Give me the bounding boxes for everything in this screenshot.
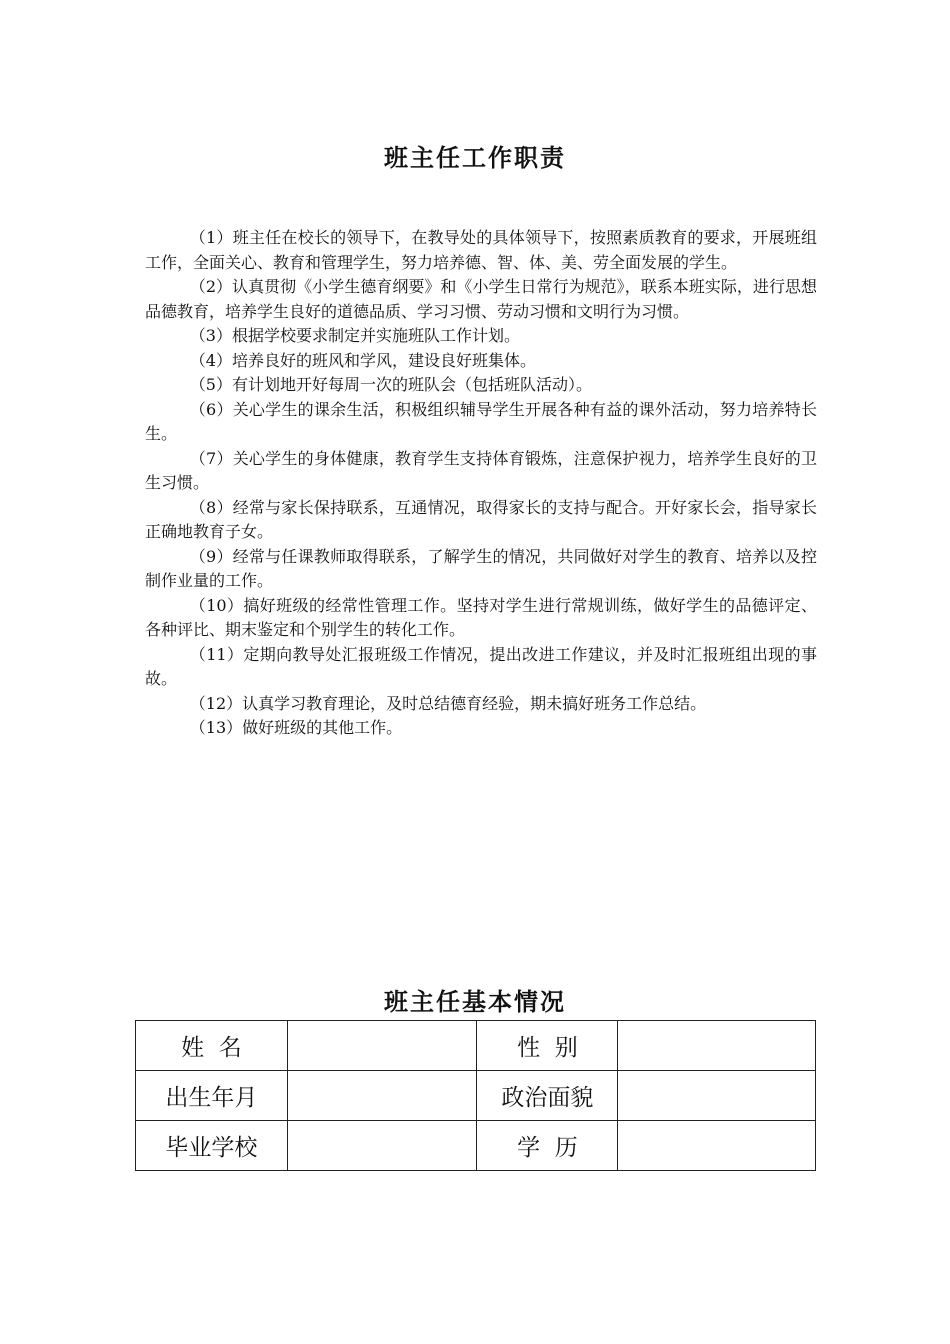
duties-list — [145, 226, 817, 741]
duties-title: 班主任工作职责 — [384, 143, 566, 172]
info-title: 班主任基本情况 — [384, 987, 566, 1016]
table-row — [136, 1071, 816, 1121]
gender-label: 性 别 — [477, 1021, 618, 1071]
birth-label: 出生年月 — [136, 1071, 288, 1121]
duty-item: （7）关心学生的身体健康，教育学生支持体育锻炼，注意保护视力，培养学生良好的卫生习惯。 — [145, 448, 817, 492]
school-field[interactable] — [287, 1121, 477, 1171]
political-status-field[interactable] — [618, 1071, 816, 1121]
education-label: 学 历 — [477, 1121, 618, 1171]
duty-item: （2）认真贯彻《小学生德育纲要》和《小学生日常行为规范》，联系本班实际，进行思想品德教育，培养学生良好的道德品质、学习习惯、劳动习惯和文明行为习惯。 — [145, 277, 817, 321]
school-label: 毕业学校 — [136, 1121, 288, 1171]
political-status-label: 政治面貌 — [477, 1071, 618, 1121]
duty-item: （1）班主任在校长的领导下，在教导处的具体领导下，按照素质教育的要求，开展班组工作，全面关心、教育和管理学生，努力培养德、智、体、美、劳全面发展的学生。 — [145, 228, 817, 272]
duty-item: （3）根据学校要求制定并实施班队工作计划。 — [189, 326, 520, 345]
duty-item: （10）搞好班级的经常性管理工作。坚持对学生进行常规训练，做好学生的品德评定、各种评比、期末鉴定和个别学生的转化工作。 — [145, 595, 817, 639]
education-field[interactable] — [618, 1121, 816, 1171]
gender-field[interactable] — [618, 1021, 816, 1071]
name-label: 姓 名 — [136, 1021, 288, 1071]
duty-item: （6）关心学生的课余生活，积极组织辅导学生开展各种有益的课外活动，努力培养特长生。 — [145, 399, 817, 443]
duty-item: （9）经常与任课教师取得联系，了解学生的情况，共同做好对学生的教育、培养以及控制作业量的工作。 — [145, 546, 817, 590]
duty-item: （4）培养良好的班风和学风，建设良好班集体。 — [189, 350, 536, 370]
duty-item: （5）有计划地开好每周一次的班队会（包括班队活动）。 — [189, 375, 592, 394]
table-row — [136, 1021, 816, 1071]
info-table — [135, 1020, 816, 1171]
birth-field[interactable] — [287, 1071, 477, 1121]
table-row — [136, 1121, 816, 1171]
duty-item: （12）认真学习教育理论，及时总结德育经验，期未搞好班务工作总结。 — [189, 693, 707, 713]
name-field[interactable] — [287, 1021, 477, 1071]
duty-item: （11）定期向教导处汇报班级工作情况，提出改进工作建议，并及时汇报班组出现的事故。 — [145, 644, 817, 688]
duty-item: （13）做好班级的其他工作。 — [189, 718, 403, 737]
duty-item: （8）经常与家长保持联系，互通情况，取得家长的支持与配合。开好家长会，指导家长正确地教育子女。 — [145, 497, 817, 541]
